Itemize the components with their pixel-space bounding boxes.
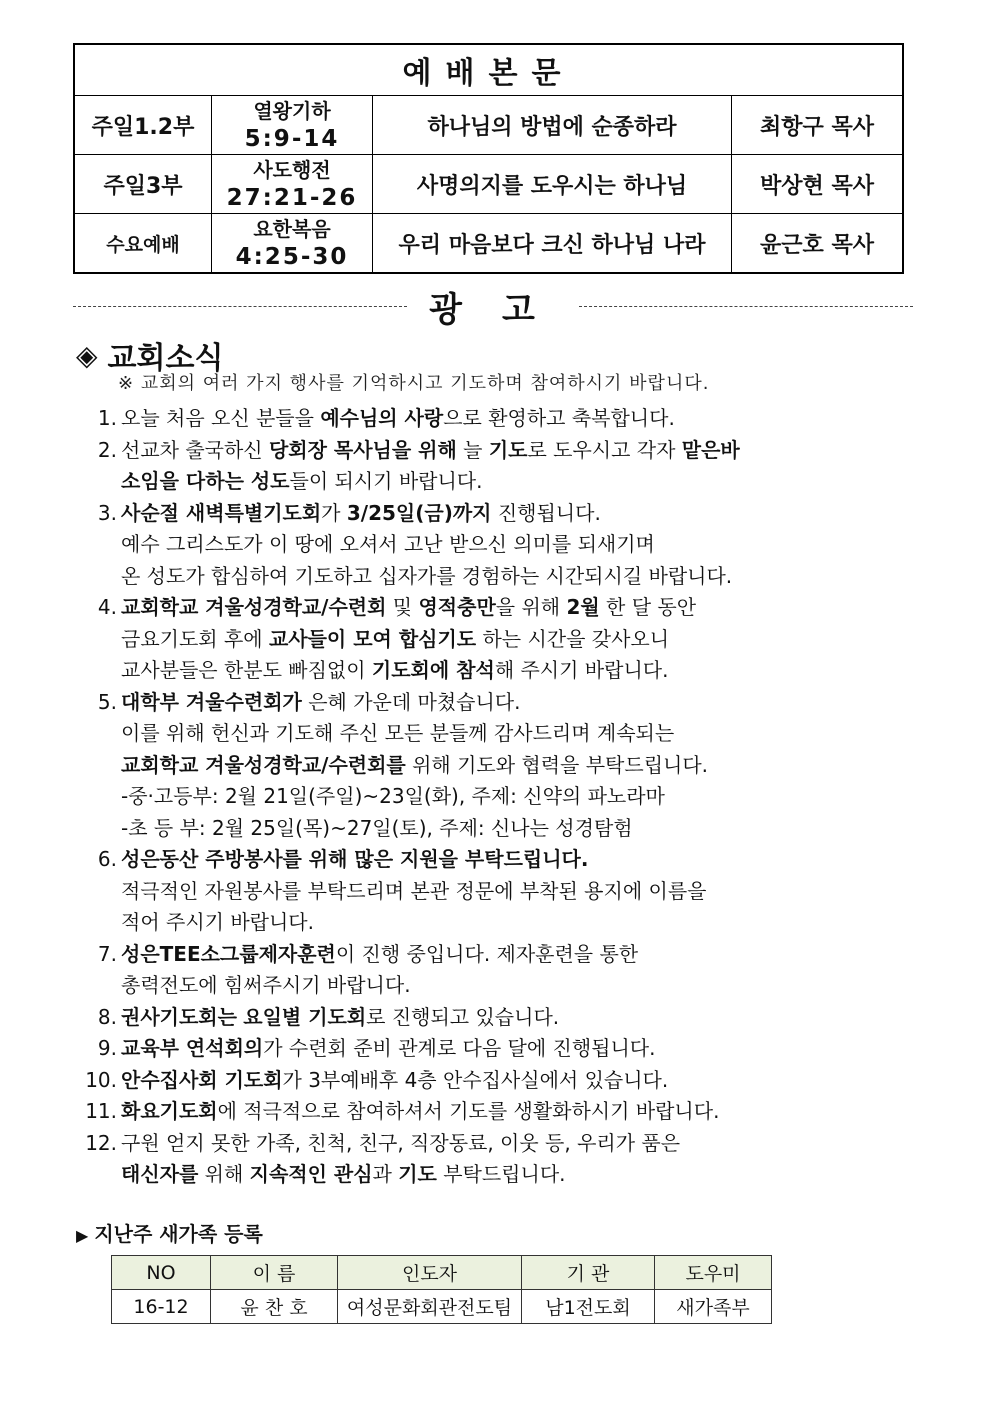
table-cell: 여성문화회관전도팀 [338, 1290, 522, 1324]
column-header: 기 관 [522, 1256, 655, 1290]
new-family-heading [76, 1218, 263, 1247]
new-family-title: 지난주 새가족 등록 [94, 1222, 263, 1246]
service-name: 주일1.2부 [74, 96, 212, 155]
scripture-verse: 5:9-14 [244, 126, 340, 152]
table-cell: 새가족부 [655, 1290, 772, 1324]
pastor-name: 최항구 목사 [732, 96, 904, 155]
list-item: 6. 성은동산 주방봉사를 위해 많은 지원을 부탁드립니다. [97, 847, 589, 871]
list-item-continuation: 적어 주시기 바랍니다. [121, 910, 314, 934]
list-item: 9. 교육부 연석회의가 수련회 준비 관계로 다음 달에 진행됩니다. [97, 1036, 656, 1060]
ads-title: 광고 [429, 289, 575, 330]
sermon-row [74, 214, 903, 274]
scripture-ref [212, 214, 373, 274]
list-item-continuation: 교회학교 겨울성경학교/수련회를 위해 기도와 협력을 부탁드립니다. [121, 752, 709, 777]
dashed-line [73, 306, 407, 307]
ads-divider [73, 283, 913, 329]
table-cell: 윤 찬 호 [211, 1290, 338, 1324]
sermon-topic: 우리 마음보다 크신 하나님 나라 [373, 214, 732, 274]
list-item-continuation: -중·고등부: 2월 21일(주일)~23일(화), 주제: 신약의 파노라마 [121, 784, 665, 808]
service-name: 주일3부 [74, 155, 212, 214]
announcement-list [73, 403, 933, 1191]
scripture-ref [212, 155, 373, 214]
sermon-table [73, 43, 904, 274]
table-cell: 남1전도회 [522, 1290, 655, 1324]
list-item-continuation: -초 등 부: 2월 25일(목)~27일(토), 주제: 신나는 성경탐험 [121, 815, 633, 840]
pastor-name: 박상현 목사 [732, 155, 904, 214]
list-item-continuation: 이를 위해 헌신과 기도해 주신 모든 분들께 감사드리며 계속되는 [121, 721, 675, 745]
list-item: 11. 화요기도회에 적극적으로 참여하셔서 기도를 생활화하시기 바랍니다. [85, 1099, 720, 1123]
arrow-right-icon: ▶ [76, 1226, 89, 1245]
dashed-line [579, 306, 913, 307]
scripture-verse: 27:21-26 [226, 185, 358, 211]
sermon-topic: 하나님의 방법에 순종하라 [373, 96, 732, 155]
list-item-continuation: 적극적인 자원봉사를 부탁드리며 본관 정문에 부착된 용지에 이름을 [121, 878, 707, 903]
list-item: 3. 사순절 새벽특별기도회가 3/25일(금)까지 진행됩니다. [97, 500, 601, 525]
list-item-continuation: 태신자를 위해 지속적인 관심과 기도 부탁드립니다. [121, 1162, 566, 1186]
list-item: 5. 대학부 겨울수련회가 은혜 가운데 마쳤습니다. [97, 689, 521, 714]
sermon-topic: 사명의지를 도우시는 하나님 [373, 155, 732, 214]
scripture-book: 사도행전 [253, 158, 331, 182]
list-item: 8. 권사기도회는 요일별 기도회로 진행되고 있습니다. [97, 1004, 560, 1029]
table-cell: 16-12 [112, 1290, 211, 1324]
list-item-continuation: 금요기도회 후에 교사들이 모여 합심기도 하는 시간을 갖사오니 [121, 626, 670, 651]
list-item-continuation: 교사분들은 한분도 빠짐없이 기도회에 참석해 주시기 바랍니다. [121, 658, 669, 682]
scripture-ref [212, 96, 373, 155]
sermon-row [74, 155, 903, 214]
list-item: 12. 구원 얻지 못한 가족, 친척, 친구, 직장동료, 이웃 등, 우리가 품은 [85, 1130, 681, 1155]
sermon-table-title: 예배본문 [74, 44, 903, 96]
list-item: 2. 선교차 출국하신 당회장 목사님을 위해 늘 기도로 도우시고 각자 맡은바 [97, 437, 740, 462]
new-family-table [111, 1255, 772, 1324]
list-item: 7. 성은TEE소그룹제자훈련이 진행 중입니다. 제자훈련을 통한 [97, 941, 639, 966]
section-title: 교회소식 [107, 341, 224, 376]
column-header: NO [112, 1256, 211, 1290]
list-item-continuation: 총력전도에 힘써주시기 바랍니다. [121, 973, 411, 997]
list-item-continuation: 예수 그리스도가 이 땅에 오셔서 고난 받으신 의미를 되새기며 [121, 532, 655, 556]
table-row [112, 1290, 772, 1324]
scripture-book: 열왕기하 [253, 99, 331, 123]
list-item: 4. 교회학교 겨울성경학교/수련회 및 영적충만을 위해 2월 한 달 동안 [97, 595, 697, 619]
list-item-continuation: 소임을 다하는 성도들이 되시기 바랍니다. [121, 469, 483, 493]
table-header-row [112, 1256, 772, 1290]
column-header: 인도자 [338, 1256, 522, 1290]
list-item-continuation: 온 성도가 합심하여 기도하고 십자가를 경험하는 시간되시길 바랍니다. [121, 563, 733, 588]
diamond-icon: ◈ [76, 338, 98, 372]
service-name: 수요예배 [74, 214, 212, 274]
list-item: 10. 안수집사회 기도회가 3부예배후 4층 안수집사실에서 있습니다. [85, 1067, 669, 1092]
column-header: 이 름 [211, 1256, 338, 1290]
pastor-name: 윤근호 목사 [732, 214, 904, 274]
scripture-verse: 4:25-30 [235, 244, 349, 270]
sermon-row [74, 96, 903, 155]
scripture-book: 요한복음 [253, 217, 331, 241]
column-header: 도우미 [655, 1256, 772, 1290]
section-note: ※ 교회의 여러 가지 행사를 기억하시고 기도하며 참여하시기 바랍니다. [118, 373, 710, 394]
list-item: 1. 오늘 처음 오신 분들을 예수님의 사랑으로 환영하고 축복합니다. [97, 406, 675, 430]
